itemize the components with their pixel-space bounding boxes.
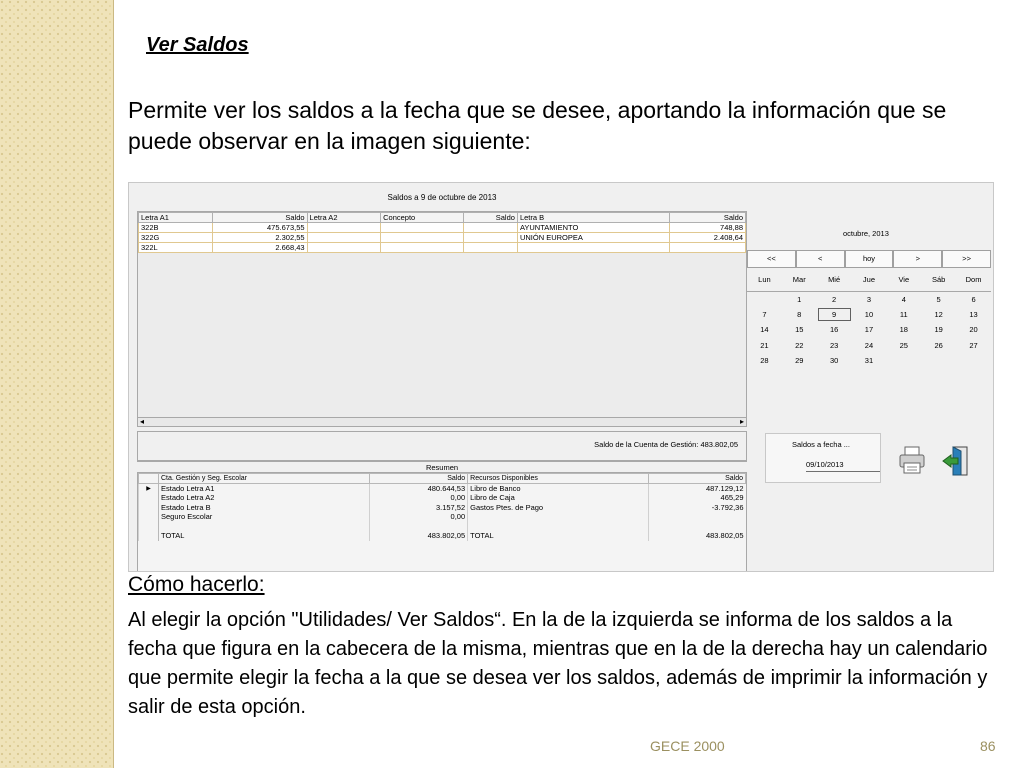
resumen-cell: 3.157,52: [369, 503, 468, 513]
row-selector-header: [139, 474, 159, 484]
table-cell: [669, 243, 745, 253]
grid-title: Saldos a 9 de octubre de 2013: [387, 193, 497, 202]
today-button[interactable]: hoy: [845, 250, 894, 268]
table-cell: [307, 223, 381, 233]
calendar-title: octubre, 2013: [843, 229, 889, 238]
resumen-cell: 0,00: [369, 493, 468, 503]
grid-column-header[interactable]: Letra A1: [139, 213, 213, 223]
calendar-day[interactable]: 7: [762, 309, 767, 319]
decorative-strip: [0, 0, 114, 768]
fecha-box: [765, 433, 881, 483]
table-cell: [381, 233, 464, 243]
horizontal-scrollbar[interactable]: [137, 417, 747, 427]
calendar-day[interactable]: 30: [829, 356, 839, 366]
calendar-day[interactable]: 15: [795, 325, 804, 335]
calendar-day[interactable]: 19: [934, 325, 943, 335]
table-cell: [307, 243, 381, 253]
table-cell: 2.302,55: [212, 233, 307, 243]
slide-heading: Ver Saldos: [146, 34, 249, 56]
calendar-day: [747, 291, 782, 307]
grid-column-header[interactable]: Letra B: [517, 213, 669, 223]
calendar-day[interactable]: 11: [899, 309, 908, 319]
prev-month-button[interactable]: <: [796, 250, 845, 268]
prev-year-button[interactable]: <<: [747, 250, 796, 268]
resumen-cell: [648, 512, 745, 522]
resumen-cell: TOTAL: [468, 531, 649, 541]
table-cell: 322L: [139, 243, 213, 253]
resumen-title: Resumen: [137, 461, 747, 472]
footer-text: GECE 2000: [650, 738, 725, 754]
resumen-column-header[interactable]: Saldo: [648, 474, 745, 484]
grid-column-header[interactable]: Saldo: [669, 213, 745, 223]
table-cell: 2.408,64: [669, 233, 745, 243]
calendar-day[interactable]: 1: [797, 294, 802, 304]
resumen-cell: Seguro Escolar: [159, 512, 370, 522]
resumen-cell: Estado Letra A1: [159, 484, 370, 494]
resumen-row[interactable]: [139, 484, 746, 494]
saldo-gestion-bar: [137, 431, 747, 461]
intro-text: Permite ver los saldos a la fecha que se desee, aportando la información que se puede observar en la imagen siguiente:: [128, 97, 947, 154]
app-screenshot: [128, 182, 994, 572]
resumen-cell: Libro de Banco: [468, 484, 649, 494]
resumen-table[interactable]: [137, 472, 747, 572]
table-cell: [517, 243, 669, 253]
resumen-cell: [648, 522, 745, 532]
calendar-day[interactable]: 16: [829, 325, 839, 335]
resumen-row[interactable]: [139, 522, 746, 532]
weekday-label: Jue: [852, 271, 887, 291]
resumen-cell: [468, 522, 649, 532]
calendar-day[interactable]: 28: [760, 356, 769, 366]
calendar: [747, 271, 991, 369]
row-selector[interactable]: ▶: [139, 484, 159, 494]
calendar-day[interactable]: 8: [797, 309, 802, 319]
resumen-row[interactable]: [139, 531, 746, 541]
resumen-cell: Gastos Ptes. de Pago: [468, 503, 649, 513]
grid-column-header[interactable]: Saldo: [212, 213, 307, 223]
weekday-label: Vie: [886, 271, 921, 291]
calendar-day: [956, 353, 991, 369]
table-cell: [307, 233, 381, 243]
resumen-cell: 487.129,12: [648, 484, 745, 494]
row-selector[interactable]: [139, 522, 159, 532]
weekday-label: Mar: [782, 271, 817, 291]
resumen-cell: 0,00: [369, 512, 468, 522]
saldo-gestion-text: Saldo de la Cuenta de Gestión: 483.802,05: [594, 440, 738, 449]
calendar-day[interactable]: 24: [864, 340, 874, 350]
resumen-cell: Libro de Caja: [468, 493, 649, 503]
calendar-day[interactable]: 3: [866, 294, 872, 304]
grid-column-header[interactable]: Saldo: [463, 213, 517, 223]
scroll-left-icon[interactable]: ◂: [140, 417, 145, 426]
row-selector[interactable]: [139, 493, 159, 503]
calendar-day[interactable]: 31: [864, 356, 874, 366]
calendar-week: [747, 307, 991, 323]
scroll-right-icon[interactable]: ▸: [739, 417, 744, 426]
calendar-day: [886, 353, 921, 369]
calendar-day[interactable]: 6: [971, 294, 976, 304]
calendar-week: [747, 291, 991, 307]
calendar-day[interactable]: 10: [864, 309, 874, 319]
calendar-day[interactable]: 12: [934, 309, 943, 319]
calendar-day[interactable]: 25: [899, 340, 908, 350]
calendar-day[interactable]: 2: [832, 294, 837, 304]
resumen-cell: [468, 512, 649, 522]
weekday-label: Dom: [956, 271, 991, 291]
table-cell: [463, 243, 517, 253]
calendar-day[interactable]: 18: [899, 325, 908, 335]
calendar-day[interactable]: 13: [969, 309, 978, 319]
row-selector[interactable]: [139, 512, 159, 522]
resumen-row[interactable]: [139, 503, 746, 513]
resumen-cell: -3.792,36: [648, 503, 745, 513]
resumen-column-header[interactable]: Saldo: [369, 474, 468, 484]
grid-column-header[interactable]: Letra A2: [307, 213, 381, 223]
row-selector[interactable]: [139, 531, 159, 541]
calendar-day[interactable]: 22: [795, 340, 804, 350]
resumen-cell: [159, 522, 370, 532]
calendar-week: [747, 338, 991, 354]
weekday-label: Mié: [817, 271, 852, 291]
calendar-day[interactable]: 27: [969, 340, 978, 350]
resumen-cell: 480.644,53: [369, 484, 468, 494]
table-cell: 322B: [139, 223, 213, 233]
table-cell: [463, 223, 517, 233]
calendar-day[interactable]: 23: [829, 340, 839, 350]
resumen-cell: Estado Letra A2: [159, 493, 370, 503]
calendar-day[interactable]: 20: [969, 325, 978, 335]
grid-column-header[interactable]: Concepto: [381, 213, 464, 223]
table-cell: 2.668,43: [212, 243, 307, 253]
printer-icon[interactable]: [899, 445, 925, 475]
resumen-cell: 483.802,05: [369, 531, 468, 541]
table-cell: [381, 243, 464, 253]
next-month-button[interactable]: >: [893, 250, 942, 268]
fecha-label: Saldos a fecha ...: [792, 440, 850, 449]
table-cell: [463, 233, 517, 243]
table-row[interactable]: [139, 233, 746, 243]
resumen-cell: [369, 522, 468, 532]
table-cell: AYUNTAMIENTO: [517, 223, 669, 233]
calendar-day[interactable]: 17: [864, 325, 874, 335]
page-number: 86: [980, 738, 996, 754]
howto-title: Cómo hacerlo:: [128, 573, 265, 596]
table-cell: UNIÓN EUROPEA: [517, 233, 669, 243]
calendar-day[interactable]: 14: [760, 325, 769, 335]
resumen-cell: 465,29: [648, 493, 745, 503]
calendar-day[interactable]: 29: [795, 356, 804, 366]
calendar-week: [747, 322, 991, 338]
resumen-cell: TOTAL: [159, 531, 370, 541]
saldos-grid[interactable]: [137, 211, 747, 421]
calendar-day[interactable]: 26: [934, 340, 943, 350]
table-cell: 322G: [139, 233, 213, 243]
row-selector[interactable]: [139, 503, 159, 513]
calendar-nav: [747, 250, 991, 268]
table-cell: 748,88: [669, 223, 745, 233]
calendar-day[interactable]: 4: [901, 294, 906, 304]
weekday-label: Sáb: [921, 271, 956, 291]
weekday-label: Lun: [747, 271, 782, 291]
howto-text: Al elegir la opción "Utilidades/ Ver Saldos“. En la de la izquierda se informa de los saldos a la fecha que figura en la cabecera de la misma, mientras que en la de la derecha hay un calendario que permite elegir la fecha a la que se desea ver los saldos, además de imprimir la información y salir de esta opción.: [128, 609, 988, 718]
table-row[interactable]: [139, 243, 746, 253]
resumen-cell: Estado Letra B: [159, 503, 370, 513]
exit-icon[interactable]: [941, 445, 969, 477]
calendar-day[interactable]: 5: [936, 294, 941, 304]
resumen-row[interactable]: [139, 493, 746, 503]
calendar-day: [921, 353, 956, 369]
resumen-row[interactable]: [139, 512, 746, 522]
calendar-day[interactable]: 21: [760, 340, 769, 350]
resumen-column-header[interactable]: Cta. Gestión y Seg. Escolar: [159, 474, 370, 484]
calendar-week: [747, 353, 991, 369]
calendar-day[interactable]: 9: [817, 307, 852, 323]
table-cell: 475.673,55: [212, 223, 307, 233]
resumen-column-header[interactable]: Recursos Disponibles: [468, 474, 649, 484]
table-row[interactable]: [139, 223, 746, 233]
next-year-button[interactable]: >>: [942, 250, 991, 268]
resumen-cell: 483.802,05: [648, 531, 745, 541]
fecha-input[interactable]: 09/10/2013: [806, 460, 880, 472]
table-cell: [381, 223, 464, 233]
